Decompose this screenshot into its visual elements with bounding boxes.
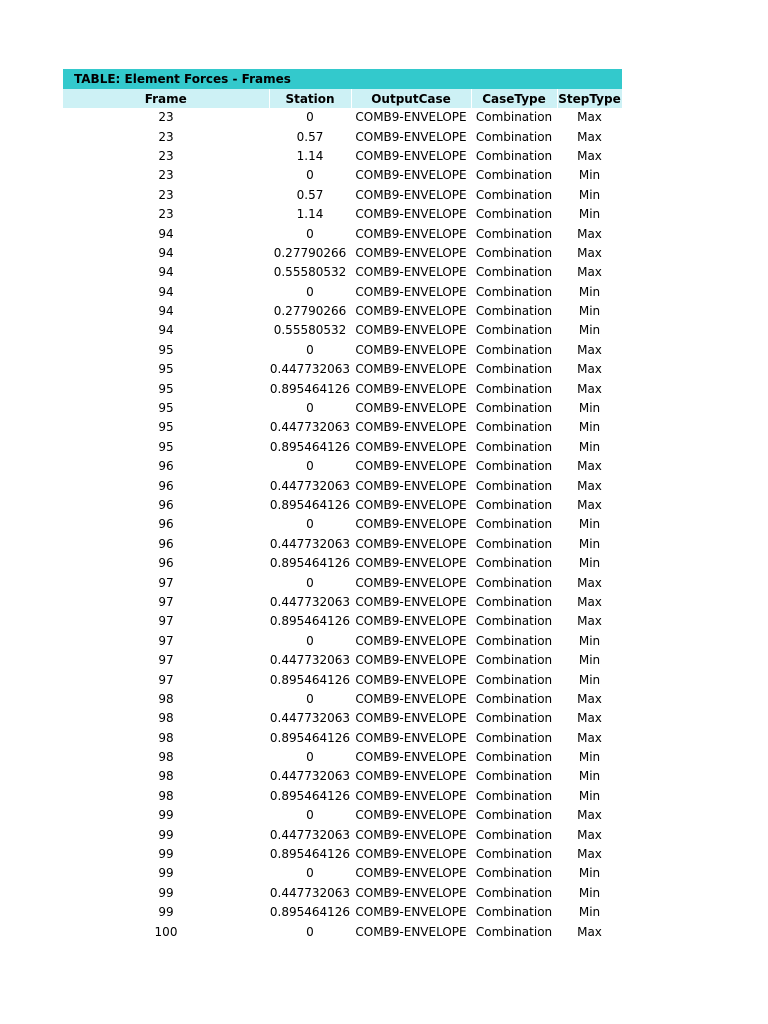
cell-station[interactable]: 0 xyxy=(306,575,314,590)
table-title-bar xyxy=(63,69,622,89)
cell-steptype[interactable]: Max xyxy=(577,381,602,396)
cell-outputcase[interactable]: COMB9-ENVELOPE xyxy=(355,265,467,280)
cell-outputcase[interactable]: COMB9-ENVELOPE xyxy=(355,381,467,396)
cell-steptype[interactable]: Max xyxy=(577,847,602,862)
cell-station[interactable]: 0 xyxy=(306,342,314,357)
cell-outputcase[interactable]: COMB9-ENVELOPE xyxy=(355,245,467,260)
cell-outputcase[interactable]: COMB9-ENVELOPE xyxy=(355,672,467,687)
cell-outputcase[interactable]: COMB9-ENVELOPE xyxy=(355,207,467,222)
cell-station[interactable]: 0.895464126 xyxy=(269,905,351,920)
cell-outputcase[interactable]: COMB9-ENVELOPE xyxy=(355,711,467,726)
header-row xyxy=(63,89,622,108)
cell-casetype[interactable]: Combination xyxy=(475,847,553,862)
table-row xyxy=(63,651,622,670)
cell-steptype[interactable]: Min xyxy=(578,168,601,183)
cell-outputcase[interactable]: COMB9-ENVELOPE xyxy=(355,750,467,765)
cell-station[interactable]: 0.447732063 xyxy=(269,769,351,784)
cell-casetype[interactable]: Combination xyxy=(475,517,553,532)
cell-steptype[interactable]: Max xyxy=(577,730,602,745)
cell-station[interactable]: 0.447732063 xyxy=(269,653,351,668)
table-row xyxy=(63,903,622,922)
cell-casetype[interactable]: Combination xyxy=(475,168,553,183)
cell-steptype[interactable]: Min xyxy=(578,323,601,338)
cell-steptype[interactable]: Max xyxy=(577,498,602,512)
cell-steptype[interactable]: Min xyxy=(578,187,601,202)
cell-frame[interactable]: 96 xyxy=(158,536,174,551)
cell-frame[interactable]: 95 xyxy=(158,381,174,396)
cell-steptype[interactable]: Max xyxy=(577,245,602,260)
cell-station[interactable]: 0 xyxy=(306,110,314,125)
cell-steptype[interactable]: Min xyxy=(578,885,601,900)
cell-casetype[interactable]: Combination xyxy=(475,342,553,357)
cell-station[interactable]: 0.57 xyxy=(296,187,324,202)
table-row xyxy=(63,496,622,515)
cell-frame[interactable]: 94 xyxy=(158,226,174,241)
cell-station[interactable]: 0 xyxy=(306,168,314,183)
table-row xyxy=(63,244,622,263)
cell-frame[interactable]: 96 xyxy=(158,478,174,493)
cell-steptype[interactable]: Min xyxy=(578,672,601,687)
table-row xyxy=(63,166,622,185)
cell-steptype[interactable]: Max xyxy=(577,362,602,377)
cell-station[interactable]: 0.447732063 xyxy=(269,362,351,377)
cell-casetype[interactable]: Combination xyxy=(475,788,553,803)
cell-casetype[interactable]: Combination xyxy=(475,730,553,745)
cell-casetype[interactable]: Combination xyxy=(475,478,553,493)
cell-outputcase[interactable]: COMB9-ENVELOPE xyxy=(355,924,467,939)
cell-steptype[interactable]: Min xyxy=(578,207,601,222)
cell-station[interactable]: 0.447732063 xyxy=(269,536,351,551)
cell-outputcase[interactable]: COMB9-ENVELOPE xyxy=(355,401,467,416)
cell-frame[interactable]: 98 xyxy=(158,769,174,784)
cell-casetype[interactable]: Combination xyxy=(475,401,553,416)
element-forces-table xyxy=(63,89,623,942)
cell-steptype[interactable]: Min xyxy=(578,284,601,299)
cell-frame[interactable]: 98 xyxy=(158,730,174,745)
cell-steptype[interactable]: Max xyxy=(577,342,602,357)
table-row xyxy=(63,670,622,689)
cell-steptype[interactable]: Max xyxy=(577,459,602,474)
column-header-casetype[interactable]: CaseType xyxy=(471,89,557,108)
cell-casetype[interactable]: Combination xyxy=(475,924,553,939)
table-row xyxy=(63,418,622,437)
cell-outputcase[interactable]: COMB9-ENVELOPE xyxy=(355,594,467,609)
cell-steptype[interactable]: Max xyxy=(577,110,602,125)
cell-steptype[interactable]: Min xyxy=(578,420,601,435)
cell-outputcase[interactable]: COMB9-ENVELOPE xyxy=(355,885,467,900)
cell-steptype[interactable]: Min xyxy=(578,905,601,920)
cell-casetype[interactable]: Combination xyxy=(475,536,553,551)
cell-station[interactable]: 0 xyxy=(306,633,314,648)
cell-steptype[interactable]: Max xyxy=(577,478,602,493)
table-row xyxy=(63,438,622,457)
cell-station[interactable]: 0 xyxy=(306,284,314,299)
cell-frame[interactable]: 99 xyxy=(158,866,174,881)
table-row xyxy=(63,632,622,651)
cell-casetype[interactable]: Combination xyxy=(475,323,553,338)
cell-outputcase[interactable]: COMB9-ENVELOPE xyxy=(355,808,467,823)
cell-steptype[interactable]: Min xyxy=(578,517,601,532)
cell-steptype[interactable]: Max xyxy=(577,148,602,163)
cell-steptype[interactable]: Max xyxy=(577,924,602,939)
cell-outputcase[interactable]: COMB9-ENVELOPE xyxy=(355,459,467,474)
column-header-steptype[interactable]: StepType xyxy=(557,89,622,108)
column-header-outputcase[interactable]: OutputCase xyxy=(351,89,471,108)
cell-station[interactable]: 0.27790266 xyxy=(273,304,347,319)
cell-outputcase[interactable]: COMB9-ENVELOPE xyxy=(355,536,467,551)
cell-steptype[interactable]: Max xyxy=(577,575,602,590)
cell-steptype[interactable]: Min xyxy=(578,401,601,416)
cell-steptype[interactable]: Max xyxy=(577,827,602,842)
cell-station[interactable]: 0.895464126 xyxy=(269,556,351,571)
table-row xyxy=(63,612,622,631)
cell-frame[interactable]: 23 xyxy=(158,148,174,163)
cell-casetype[interactable]: Combination xyxy=(475,265,553,280)
cell-steptype[interactable]: Min xyxy=(578,439,601,454)
cell-frame[interactable]: 94 xyxy=(158,245,174,260)
cell-frame[interactable]: 23 xyxy=(158,168,174,183)
cell-station[interactable]: 1.14 xyxy=(296,207,324,222)
cell-casetype[interactable]: Combination xyxy=(475,498,553,512)
cell-steptype[interactable]: Max xyxy=(577,129,602,144)
cell-outputcase[interactable]: COMB9-ENVELOPE xyxy=(355,226,467,241)
cell-station[interactable]: 0.895464126 xyxy=(269,788,351,803)
table-title: TABLE: Element Forces - Frames xyxy=(74,72,291,86)
cell-station[interactable]: 0 xyxy=(306,459,314,474)
table-row xyxy=(63,108,622,127)
cell-outputcase[interactable]: COMB9-ENVELOPE xyxy=(355,653,467,668)
table-body xyxy=(63,108,622,942)
spreadsheet-region xyxy=(63,69,622,942)
cell-casetype[interactable]: Combination xyxy=(475,827,553,842)
cell-casetype[interactable]: Combination xyxy=(475,207,553,222)
cell-station[interactable]: 0 xyxy=(306,750,314,765)
table-row xyxy=(63,535,622,554)
table-row xyxy=(63,573,622,592)
cell-outputcase[interactable]: COMB9-ENVELOPE xyxy=(355,847,467,862)
column-header-frame[interactable]: Frame xyxy=(63,89,269,108)
cell-station[interactable]: 0 xyxy=(306,691,314,706)
cell-outputcase[interactable]: COMB9-ENVELOPE xyxy=(355,168,467,183)
table-row xyxy=(63,884,622,903)
cell-casetype[interactable]: Combination xyxy=(475,110,553,125)
cell-outputcase[interactable]: COMB9-ENVELOPE xyxy=(355,788,467,803)
table-row xyxy=(63,341,622,360)
cell-outputcase[interactable]: COMB9-ENVELOPE xyxy=(355,827,467,842)
cell-station[interactable]: 0.55580532 xyxy=(273,323,347,338)
cell-steptype[interactable]: Max xyxy=(577,265,602,280)
cell-steptype[interactable]: Min xyxy=(578,788,601,803)
cell-frame[interactable]: 94 xyxy=(158,323,174,338)
cell-frame[interactable]: 23 xyxy=(158,129,174,144)
cell-frame[interactable]: 96 xyxy=(158,498,174,512)
cell-steptype[interactable]: Min xyxy=(578,633,601,648)
cell-steptype[interactable]: Max xyxy=(577,614,602,629)
cell-frame[interactable]: 97 xyxy=(158,594,174,609)
cell-frame[interactable]: 95 xyxy=(158,342,174,357)
table-row xyxy=(63,147,622,166)
cell-casetype[interactable]: Combination xyxy=(475,362,553,377)
cell-outputcase[interactable]: COMB9-ENVELOPE xyxy=(355,187,467,202)
cell-steptype[interactable]: Min xyxy=(578,304,601,319)
table-row xyxy=(63,283,622,302)
cell-casetype[interactable]: Combination xyxy=(475,633,553,648)
table-row xyxy=(63,748,622,767)
cell-outputcase[interactable]: COMB9-ENVELOPE xyxy=(355,323,467,338)
cell-casetype[interactable]: Combination xyxy=(475,769,553,784)
cell-steptype[interactable]: Max xyxy=(577,808,602,823)
cell-steptype[interactable]: Min xyxy=(578,653,601,668)
cell-frame[interactable]: 96 xyxy=(158,517,174,532)
cell-frame[interactable]: 97 xyxy=(158,672,174,687)
cell-outputcase[interactable]: COMB9-ENVELOPE xyxy=(355,284,467,299)
cell-casetype[interactable]: Combination xyxy=(475,614,553,629)
cell-station[interactable]: 0.895464126 xyxy=(269,381,351,396)
cell-casetype[interactable]: Combination xyxy=(475,594,553,609)
cell-outputcase[interactable]: COMB9-ENVELOPE xyxy=(355,342,467,357)
cell-outputcase[interactable]: COMB9-ENVELOPE xyxy=(355,439,467,454)
cell-station[interactable]: 0 xyxy=(306,401,314,416)
cell-outputcase[interactable]: COMB9-ENVELOPE xyxy=(355,420,467,435)
cell-frame[interactable]: 99 xyxy=(158,847,174,862)
cell-outputcase[interactable]: COMB9-ENVELOPE xyxy=(355,498,467,512)
cell-steptype[interactable]: Min xyxy=(578,556,601,571)
table-row xyxy=(63,554,622,573)
cell-station[interactable]: 0.55580532 xyxy=(273,265,347,280)
cell-frame[interactable]: 23 xyxy=(158,110,174,125)
table-row xyxy=(63,186,622,205)
cell-frame[interactable]: 95 xyxy=(158,401,174,416)
cell-frame[interactable]: 98 xyxy=(158,788,174,803)
cell-station[interactable]: 0.895464126 xyxy=(269,730,351,745)
cell-casetype[interactable]: Combination xyxy=(475,284,553,299)
cell-outputcase[interactable]: COMB9-ENVELOPE xyxy=(355,556,467,571)
cell-station[interactable]: 1.14 xyxy=(296,148,324,163)
cell-frame[interactable]: 23 xyxy=(158,187,174,202)
cell-outputcase[interactable]: COMB9-ENVELOPE xyxy=(355,730,467,745)
cell-casetype[interactable]: Combination xyxy=(475,905,553,920)
cell-outputcase[interactable]: COMB9-ENVELOPE xyxy=(355,478,467,493)
cell-frame[interactable]: 98 xyxy=(158,711,174,726)
cell-steptype[interactable]: Min xyxy=(578,769,601,784)
cell-steptype[interactable]: Max xyxy=(577,691,602,706)
cell-casetype[interactable]: Combination xyxy=(475,420,553,435)
cell-casetype[interactable]: Combination xyxy=(475,129,553,144)
cell-casetype[interactable]: Combination xyxy=(475,381,553,396)
cell-frame[interactable]: 100 xyxy=(154,924,178,939)
column-header-station[interactable]: Station xyxy=(269,89,351,108)
table-row xyxy=(63,224,622,243)
cell-casetype[interactable]: Combination xyxy=(475,245,553,260)
cell-frame[interactable]: 94 xyxy=(158,265,174,280)
cell-casetype[interactable]: Combination xyxy=(475,575,553,590)
table-row xyxy=(63,379,622,398)
cell-casetype[interactable]: Combination xyxy=(475,866,553,881)
cell-frame[interactable]: 94 xyxy=(158,304,174,319)
table-row xyxy=(63,205,622,224)
cell-steptype[interactable]: Min xyxy=(578,536,601,551)
table-row xyxy=(63,127,622,146)
cell-casetype[interactable]: Combination xyxy=(475,653,553,668)
table-row xyxy=(63,457,622,476)
cell-outputcase[interactable]: COMB9-ENVELOPE xyxy=(355,148,467,163)
cell-frame[interactable]: 98 xyxy=(158,691,174,706)
cell-casetype[interactable]: Combination xyxy=(475,672,553,687)
cell-frame[interactable]: 23 xyxy=(158,207,174,222)
cell-outputcase[interactable]: COMB9-ENVELOPE xyxy=(355,769,467,784)
cell-station[interactable]: 0.895464126 xyxy=(269,847,351,862)
cell-frame[interactable]: 99 xyxy=(158,808,174,823)
table-row xyxy=(63,806,622,825)
table-row xyxy=(63,302,622,321)
table-row xyxy=(63,360,622,379)
cell-station[interactable]: 0.895464126 xyxy=(269,498,351,512)
cell-casetype[interactable]: Combination xyxy=(475,750,553,765)
cell-outputcase[interactable]: COMB9-ENVELOPE xyxy=(355,304,467,319)
cell-frame[interactable]: 94 xyxy=(158,284,174,299)
cell-steptype[interactable]: Max xyxy=(577,711,602,726)
table-row xyxy=(63,476,622,495)
cell-station[interactable]: 0.895464126 xyxy=(269,672,351,687)
table-row xyxy=(63,767,622,786)
table-row xyxy=(63,729,622,748)
cell-frame[interactable]: 97 xyxy=(158,653,174,668)
cell-station[interactable]: 0.447732063 xyxy=(269,885,351,900)
table-row xyxy=(63,321,622,340)
table-row xyxy=(63,399,622,418)
table-row xyxy=(63,709,622,728)
cell-casetype[interactable]: Combination xyxy=(475,691,553,706)
cell-outputcase[interactable]: COMB9-ENVELOPE xyxy=(355,633,467,648)
cell-outputcase[interactable]: COMB9-ENVELOPE xyxy=(355,575,467,590)
cell-casetype[interactable]: Combination xyxy=(475,148,553,163)
cell-steptype[interactable]: Max xyxy=(577,594,602,609)
cell-casetype[interactable]: Combination xyxy=(475,187,553,202)
cell-station[interactable]: 0.895464126 xyxy=(269,614,351,629)
cell-frame[interactable]: 99 xyxy=(158,827,174,842)
cell-station[interactable]: 0 xyxy=(306,808,314,823)
cell-frame[interactable]: 99 xyxy=(158,885,174,900)
cell-frame[interactable]: 99 xyxy=(158,905,174,920)
table-row xyxy=(63,263,622,282)
cell-station[interactable]: 0.447732063 xyxy=(269,478,351,493)
cell-station[interactable]: 0.57 xyxy=(296,129,324,144)
table-row xyxy=(63,515,622,534)
table-row xyxy=(63,922,622,941)
cell-outputcase[interactable]: COMB9-ENVELOPE xyxy=(355,362,467,377)
cell-station[interactable]: 0 xyxy=(306,226,314,241)
cell-frame[interactable]: 95 xyxy=(158,420,174,435)
cell-frame[interactable]: 96 xyxy=(158,459,174,474)
table-row xyxy=(63,845,622,864)
cell-casetype[interactable]: Combination xyxy=(475,808,553,823)
cell-frame[interactable]: 96 xyxy=(158,556,174,571)
cell-outputcase[interactable]: COMB9-ENVELOPE xyxy=(355,691,467,706)
cell-frame[interactable]: 97 xyxy=(158,633,174,648)
cell-frame[interactable]: 95 xyxy=(158,439,174,454)
cell-station[interactable]: 0 xyxy=(306,924,314,939)
cell-outputcase[interactable]: COMB9-ENVELOPE xyxy=(355,110,467,125)
cell-frame[interactable]: 98 xyxy=(158,750,174,765)
cell-frame[interactable]: 97 xyxy=(158,614,174,629)
cell-station[interactable]: 0 xyxy=(306,866,314,881)
cell-casetype[interactable]: Combination xyxy=(475,439,553,454)
cell-casetype[interactable]: Combination xyxy=(475,885,553,900)
cell-outputcase[interactable]: COMB9-ENVELOPE xyxy=(355,905,467,920)
table-row xyxy=(63,864,622,883)
cell-station[interactable]: 0.447732063 xyxy=(269,420,351,435)
cell-casetype[interactable]: Combination xyxy=(475,556,553,571)
cell-station[interactable]: 0.895464126 xyxy=(269,439,351,454)
table-row xyxy=(63,787,622,806)
cell-frame[interactable]: 97 xyxy=(158,575,174,590)
cell-outputcase[interactable]: COMB9-ENVELOPE xyxy=(355,866,467,881)
cell-outputcase[interactable]: COMB9-ENVELOPE xyxy=(355,129,467,144)
cell-outputcase[interactable]: COMB9-ENVELOPE xyxy=(355,614,467,629)
table-row xyxy=(63,593,622,612)
cell-casetype[interactable]: Combination xyxy=(475,711,553,726)
cell-steptype[interactable]: Min xyxy=(578,866,601,881)
table-row xyxy=(63,690,622,709)
cell-casetype[interactable]: Combination xyxy=(475,459,553,474)
cell-steptype[interactable]: Min xyxy=(578,750,601,765)
cell-station[interactable]: 0.447732063 xyxy=(269,827,351,842)
cell-outputcase[interactable]: COMB9-ENVELOPE xyxy=(355,517,467,532)
cell-casetype[interactable]: Combination xyxy=(475,226,553,241)
table-row xyxy=(63,825,622,844)
cell-station[interactable]: 0.27790266 xyxy=(273,245,347,260)
cell-station[interactable]: 0.447732063 xyxy=(269,594,351,609)
cell-casetype[interactable]: Combination xyxy=(475,304,553,319)
cell-station[interactable]: 0.447732063 xyxy=(269,711,351,726)
cell-steptype[interactable]: Max xyxy=(577,226,602,241)
cell-station[interactable]: 0 xyxy=(306,517,314,532)
cell-frame[interactable]: 95 xyxy=(158,362,174,377)
